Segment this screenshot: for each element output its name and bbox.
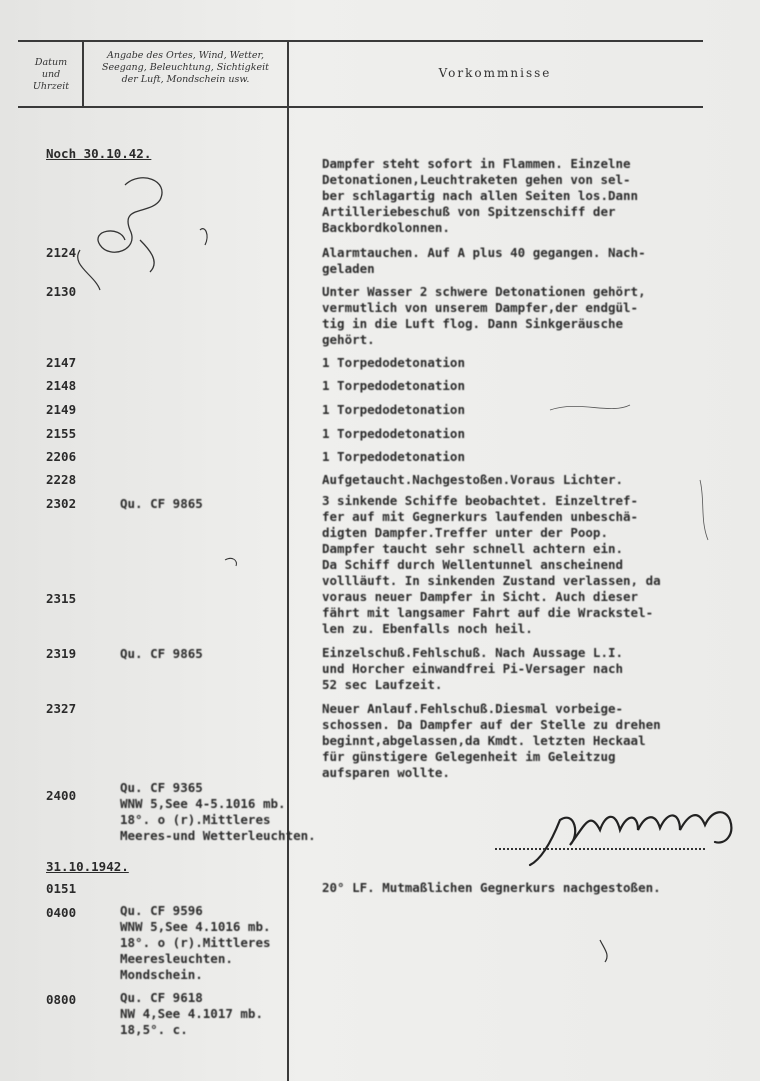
entry-time: 2148: [46, 378, 77, 393]
entry-time: 2400: [46, 788, 77, 803]
entry-text: [322, 156, 638, 236]
entry-text: [322, 284, 646, 348]
text-line: geladen: [322, 261, 375, 276]
entry-location: Qu. CF 9865: [120, 496, 203, 511]
text-line: Dampfer taucht sehr schnell achtern ein.: [322, 541, 624, 556]
text-line: fer auf mit Gegnerkurs laufenden unbeschä-: [322, 509, 639, 524]
text-line: beginnt,abgelassen,da Kmdt. letzten Heckaal: [322, 733, 646, 748]
text-line: für günstigere Gelegenheit im Geleitzug: [322, 749, 616, 764]
text-line: schossen. Da Dampfer auf der Stelle zu drehen: [322, 717, 661, 732]
text-line: Detonationen,Leuchtraketen gehen von sel-: [322, 172, 631, 187]
text-line: aufsparen wollte.: [322, 765, 450, 780]
date-heading-2: 31.10.1942.: [46, 859, 129, 874]
entry-time: 2319: [46, 646, 77, 661]
header-events: Vorkommnisse: [438, 66, 552, 80]
entry-text: [322, 645, 623, 693]
header-date-time: [20, 57, 82, 93]
header-rule: [18, 106, 703, 108]
text-line: Einzelschuß.Fehlschuß. Nach Aussage L.I.: [322, 645, 624, 660]
text-line: Backbordkolonnen.: [322, 220, 450, 235]
entry-text: Aufgetaucht.Nachgestoßen.Voraus Lichter.: [322, 472, 624, 487]
header-col2-line: Angabe des Ortes, Wind, Wetter,: [107, 50, 264, 61]
text-line: fährt mit langsamer Fahrt auf die Wrackstel-: [322, 605, 654, 620]
entry-time: 2327: [46, 701, 77, 716]
entry-location: Qu. CF 9865: [120, 646, 203, 661]
date-heading-1: Noch 30.10.42.: [46, 146, 152, 161]
location-line: Qu. CF 9365: [120, 780, 203, 795]
header-col1-line: Uhrzeit: [32, 81, 70, 92]
entry-text: [322, 493, 661, 637]
location-line: WNW 5,See 4-5.1016 mb.: [120, 796, 286, 811]
entry-text: 1 Torpedodetonation: [322, 426, 465, 441]
location-line: 18°. o (r).Mittleres: [120, 935, 271, 950]
text-line: voraus neuer Dampfer in Sicht. Auch dieser: [322, 589, 639, 604]
entry-time: 2130: [46, 284, 77, 299]
entry-text: 20° LF. Mutmaßlichen Gegnerkurs nachgestoßen.: [322, 880, 661, 895]
location-line: Qu. CF 9596: [120, 903, 203, 918]
text-line: vermutlich von unserem Dampfer,der endgül-: [322, 300, 639, 315]
entry-text: 1 Torpedodetonation: [322, 402, 465, 417]
signature: [520, 790, 750, 870]
location-line: Meeresleuchten.: [120, 951, 233, 966]
entry-time: 2149: [46, 402, 77, 417]
location-line: WNW 5,See 4.1016 mb.: [120, 919, 271, 934]
location-line: Meeres-und Wetterleuchten.: [120, 828, 316, 843]
header-col2-line: der Luft, Mondschein usw.: [121, 74, 250, 85]
text-line: Da Schiff durch Wellentunnel anscheinend: [322, 557, 624, 572]
entry-time: 2155: [46, 426, 77, 441]
header-location-weather: [84, 50, 287, 86]
entry-time: 2124: [46, 245, 77, 260]
location-line: Qu. CF 9618: [120, 990, 203, 1005]
text-line: 3 sinkende Schiffe beobachtet. Einzeltref-: [322, 493, 639, 508]
header-col1-line: Datum: [34, 57, 68, 68]
top-rule: [18, 40, 703, 42]
entry-time: 2206: [46, 449, 77, 464]
entry-time: 2147: [46, 355, 77, 370]
text-line: ber schlagartig nach allen Seiten los.Dann: [322, 188, 639, 203]
entry-text: 1 Torpedodetonation: [322, 449, 465, 464]
entry-location: [120, 903, 271, 983]
column-divider-2: [287, 40, 289, 1081]
text-line: und Horcher einwandfrei Pi-Versager nach: [322, 661, 624, 676]
text-line: vollläuft. In sinkenden Zustand verlassen, da: [322, 573, 661, 588]
location-line: 18,5°. c.: [120, 1022, 188, 1037]
text-line: Dampfer steht sofort in Flammen. Einzelne: [322, 156, 631, 171]
entry-time: 2302: [46, 496, 77, 511]
text-line: Neuer Anlauf.Fehlschuß.Diesmal vorbeige-: [322, 701, 624, 716]
text-line: Unter Wasser 2 schwere Detonationen gehört,: [322, 284, 646, 299]
location-line: Mondschein.: [120, 967, 203, 982]
entry-time: 2315: [46, 591, 77, 606]
text-line: Artilleriebeschuß von Spitzenschiff der: [322, 204, 616, 219]
header-col1-line: und: [41, 69, 61, 80]
signature-dotted-line: [495, 848, 705, 850]
entry-text: [322, 245, 646, 277]
entry-location: [120, 990, 263, 1038]
location-line: 18°. o (r).Mittleres: [120, 812, 271, 827]
entry-time: 0400: [46, 905, 77, 920]
entry-text: 1 Torpedodetonation: [322, 355, 465, 370]
location-line: NW 4,See 4.1017 mb.: [120, 1006, 263, 1021]
text-line: tig in die Luft flog. Dann Sinkgeräusche: [322, 316, 624, 331]
text-line: Alarmtauchen. Auf A plus 40 gegangen. Nach-: [322, 245, 646, 260]
entry-location: [120, 780, 316, 844]
text-line: len zu. Ebenfalls noch heil.: [322, 621, 533, 636]
entry-time: 2228: [46, 472, 77, 487]
entry-time: 0151: [46, 881, 77, 896]
entry-text: [322, 701, 661, 781]
text-line: gehört.: [322, 332, 375, 347]
text-line: digten Dampfer.Treffer unter der Poop.: [322, 525, 608, 540]
entry-text: 1 Torpedodetonation: [322, 378, 465, 393]
header-col2-line: Seegang, Beleuchtung, Sichtigkeit: [102, 62, 269, 73]
entry-time: 0800: [46, 992, 77, 1007]
text-line: 52 sec Laufzeit.: [322, 677, 443, 692]
